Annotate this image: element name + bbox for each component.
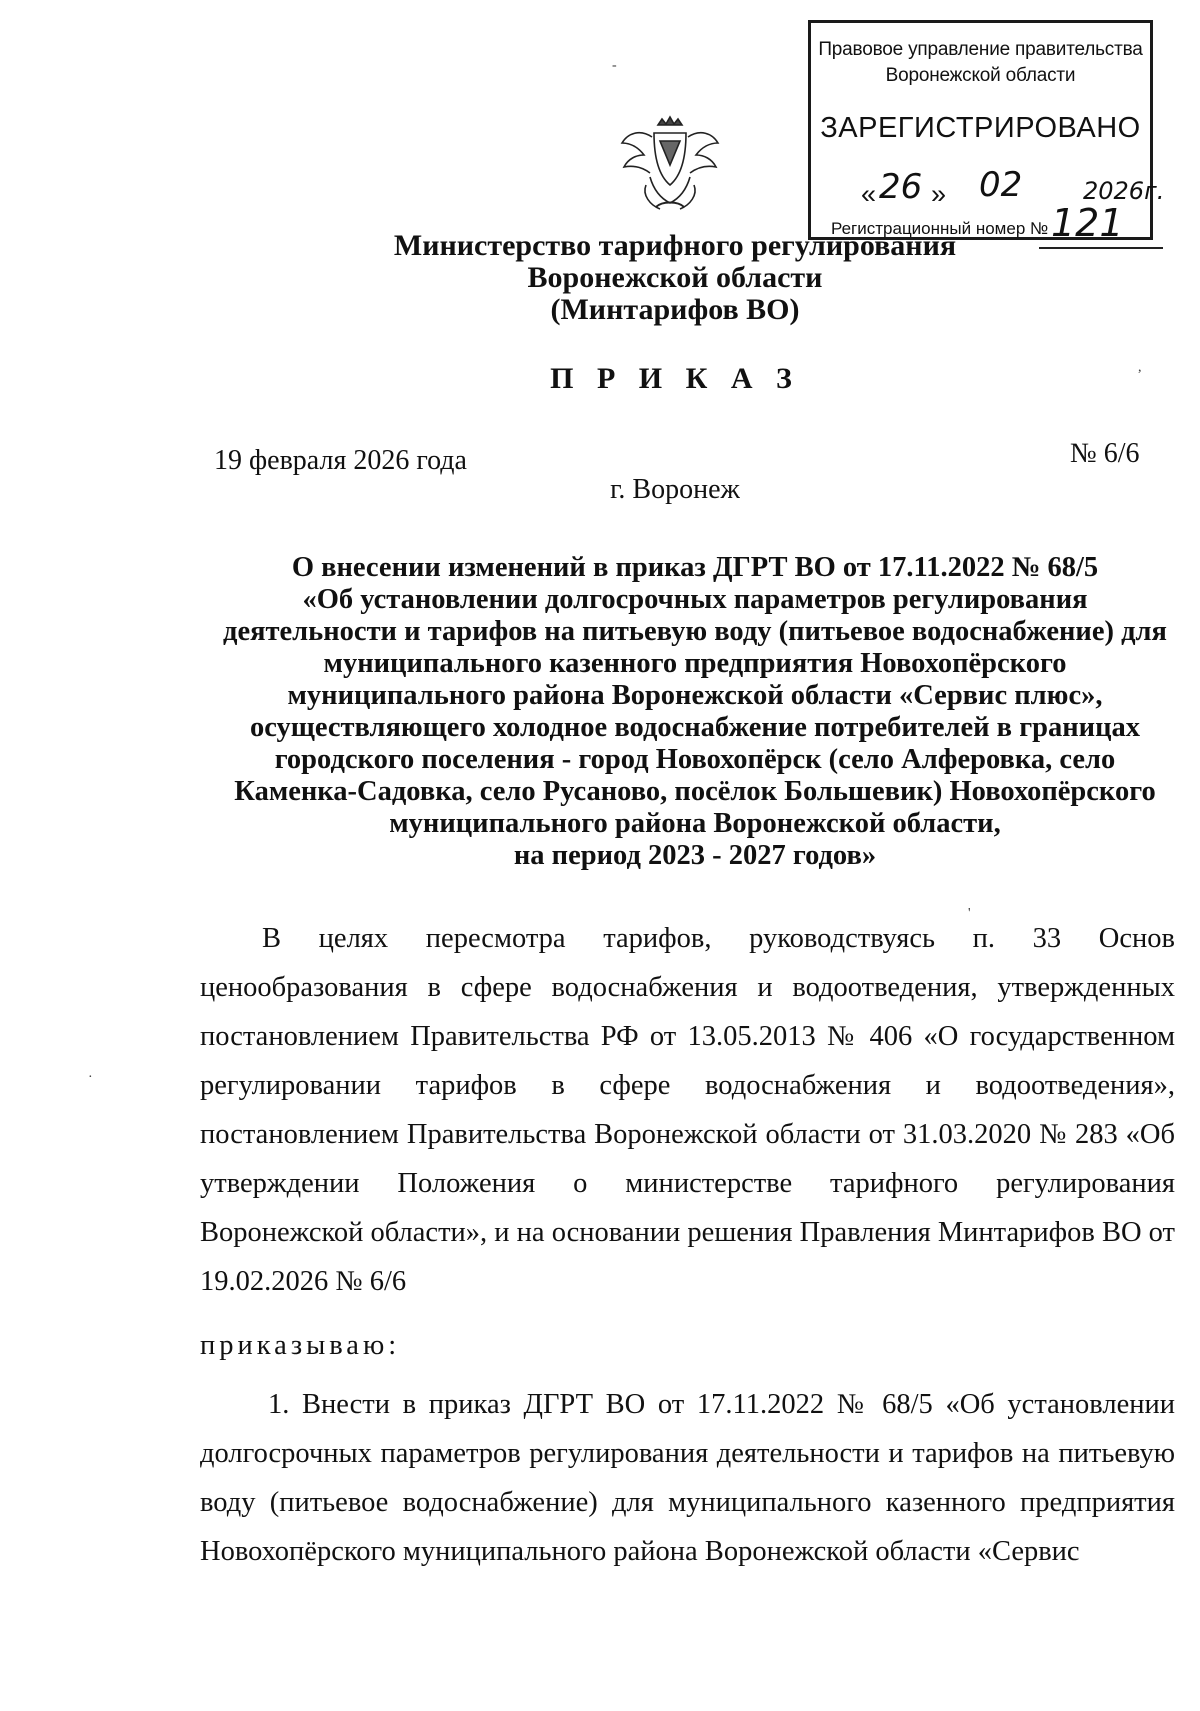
subject-line: муниципального казенного предприятия Новохопёрского [323,648,1067,679]
subject-line: городского поселения - город Новохопёрск (село Алферовка, село [274,744,1116,775]
subject-line: осуществляющего холодное водоснабжение потребителей в границах [250,712,1140,743]
stamp-reg-number: 121 [1051,201,1124,245]
stamp-org-line2: Воронежской области [885,65,1076,86]
stamp-org-line1: Правовое управление правительства [818,39,1143,60]
scan-speck: , [1138,360,1142,375]
stamp-reg-label: Регистрационный номер № [831,219,1049,238]
coat-of-arms-icon [610,115,730,215]
ministry-header [0,230,1200,326]
scan-speck: - [612,58,617,73]
scan-speck: · [88,1070,93,1085]
stamp-date-close-quote: » [931,179,947,209]
order-item-1: 1. Внести в приказ ДГРТ ВО от 17.11.2022 № 68/5 «Об установлении долгосрочных параметров регулирования деятельности и тарифов на питьевую воду (питьевое водоснабжение) для муниципального казенного предприятия Новохопёрского муниципального района Воронежской области «Сервис [200,1389,1175,1567]
preamble-paragraph: В целях пересмотра тарифов, руководствуясь п. 33 Основ ценообразования в сфере водоснабжения и водоотведения, утвержденных постановлением Правительства РФ от 13.05.2013 № 406 «О государственном регулировании тарифов в сфере водоснабжения и водоотведения», постановлением Правительства Воронежской области от 31.03.2020 № 283 «Об утверждении Положения о министерстве тарифного регулирования Воронежской области», и на основании решения Правления Минтарифов ВО от 19.02.2026 № 6/6 [200,923,1175,1297]
subject-line: «Об установлении долгосрочных параметров регулирования [302,584,1088,615]
document-type-title: П Р И К А З [550,362,800,395]
order-date: 19 февраля 2026 года [214,445,467,476]
registration-stamp [808,20,1165,245]
scan-speck: ' [968,906,971,921]
stamp-date-month: 02 [979,165,1023,205]
ministry-name-line1: Министерство тарифного регулирования [393,229,957,262]
order-city: г. Воронеж [610,474,740,505]
order-directive-word: приказываю: [200,1330,401,1361]
stamp-date-day: 26 [879,167,923,207]
subject-line: муниципального района Воронежской области «Сервис плюс», [287,680,1103,711]
subject-line: деятельности и тарифов на питьевую воду (питьевое водоснабжение) для [223,616,1167,647]
stamp-date-open-quote: « [861,179,877,209]
stamp-title: ЗАРЕГИСТРИРОВАНО [820,112,1141,144]
ministry-name-line2: Воронежской области [527,261,823,294]
subject-line: О внесении изменений в приказ ДГРТ ВО от 17.11.2022 № 68/5 [291,552,1099,583]
subject-line: Каменка-Садовка, село Русаново, посёлок Большевик) Новохопёрского [234,776,1156,807]
order-number: № 6/6 [1070,438,1140,469]
subject-line: муниципального района Воронежской области, [389,808,1001,839]
stamp-date-year: 2026г. [1083,177,1165,205]
order-subject [200,552,1190,872]
ministry-abbrev: (Минтарифов ВО) [550,293,800,326]
subject-line: на период 2023 - 2027 годов» [513,840,877,871]
